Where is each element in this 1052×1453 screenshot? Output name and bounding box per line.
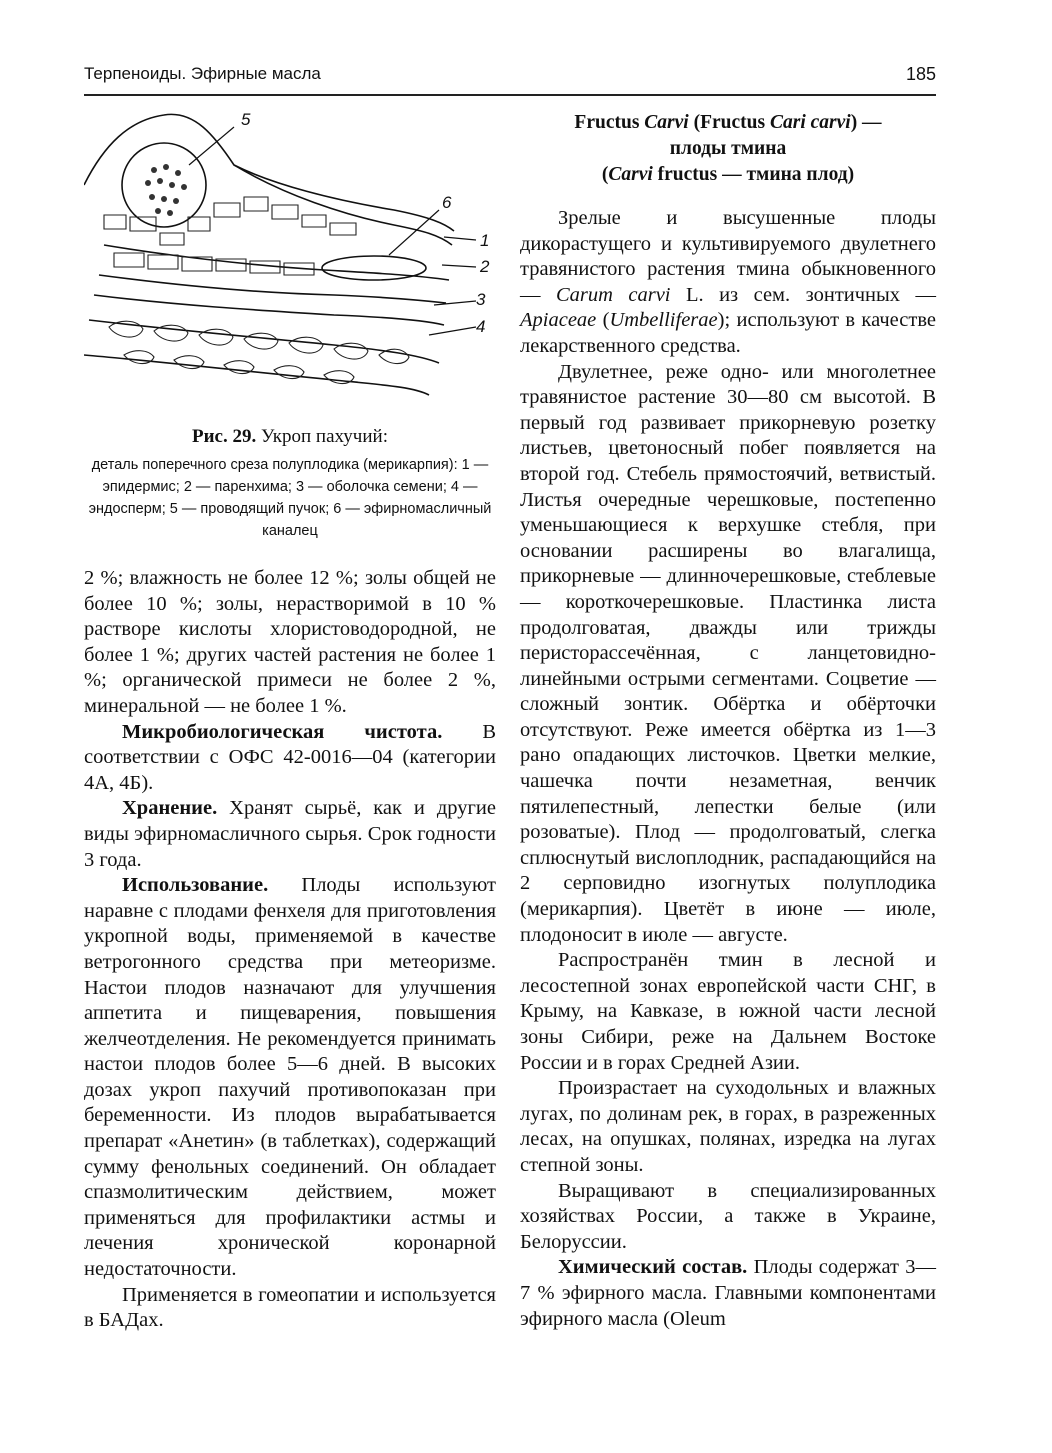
habitat-paragraph: Произрастает на суходольных и влажных лугах, по долинам рек, в горах, в разреженных лесах, на опушках, полянах, изредка на лугах степной зоны. [520, 1077, 936, 1176]
microbiology-heading: Микробиологическая чистота. [122, 720, 443, 743]
storage-paragraph: Хранение. Хранят сырьё, как и другие виды эфирномасличного сырья. Срок годности 3 года. [84, 797, 496, 871]
right-column [520, 110, 936, 1332]
label-5: 5 [241, 110, 251, 129]
label-1: 1 [480, 231, 490, 250]
usage-paragraph: Использование. Плоды используют наравне с плодами фенхеля для приготовления укропной воды, применяемой в качестве ветрогонного средства при метеоризме. Настои плодов назначают для улучшения аппетита и пищеварения, повышения желчеотделения. Не рекомендуется принимать настои плодов более 5—6 дней. В высоких дозах укроп пахучий противопоказан при беременности. Из плодов вырабатывается препарат «Анетин» (в таблетках), содержащий сумму фенольных соединений. Он обладает спазмолитическим действием, может применяться для профилактики астмы и лечения хронической коронарной недостаточности. [84, 874, 496, 1281]
caption-body: деталь поперечного среза полуплодика (мерикарпия): 1 — эпидермис; 2 — паренхима; 3 — оболочка семени; 4 — эндосперм; 5 — проводящий пучок; 6 — эфирномасличный каналец [88, 457, 492, 539]
cross-section-drawing [84, 105, 496, 415]
distribution-paragraph: Распространён тмин в лесной и лесостепной зонах европейской части СНГ, в Крыму, на Кавказе, в южной части лесной зоны Сибири, реже на Дальнем Востоке России и в горах Средней Азии. [520, 949, 936, 1074]
description-paragraph: Двулетнее, реже одно- или многолетнее травянистое растение 30—80 см высотой. В первый год развивает прикорневую розетку листьев, цветоносный побег появляется на второй год. Стебель прямостоячий, ветвистый. Листья очередные черешковые, постепенно уменьшающиеся к верхушке стебля, при основании расширены во влагалища, прикорневые — длинночерешковые, стеблевые — короткочерешковые. Пластинка листа продолговатая, дважды или трижды перисторассечённая, с ланцетовидно-линейными острыми сегментами. Соцветие — сложный зонтик. Обёртка и обёрточки отсутствуют. Реже имеется обёртка из 1—3 рано опадающих листочков. Цветки мелкие, чашечка почти незаметная, венчик пятилепестный, лепестки белые (или розоватые). Плод — продолговатый, слегка сплюснутый вислоплодник, распадающийся на 2 серповидно изогнутых полуплодика (мерикарпия). Цветёт в июне — июле, плодоносит в июле — августе. [520, 360, 936, 946]
storage-heading: Хранение. [122, 797, 218, 820]
title-line-1: Fructus Carvi (Fructus Cari carvi) — [574, 112, 882, 133]
label-6: 6 [442, 193, 452, 212]
running-header [84, 62, 936, 90]
definition-paragraph: Зрелые и высушенные плоды дикорастущего и культивируемого двулетнего травянистого растения тмина обыкновенного — Carum carvi L. из сем. зонтичных — Apiaceae (Umbelliferae); используют в качестве лекарственного средства. [520, 207, 937, 357]
usage-heading: Использование. [122, 874, 269, 897]
title-line-2: плоды тмина [669, 138, 787, 159]
title-line-3: (Carvi fructus — тмина плод) [601, 164, 855, 185]
chemistry-heading: Химический состав. [558, 1256, 748, 1279]
running-title: Терпеноиды. Эфирные масла [84, 64, 321, 83]
homeopathy-paragraph: Применяется в гомеопатии и используется в БАДах. [84, 1283, 496, 1332]
page-number: 185 [905, 64, 936, 84]
section-title-carvi [520, 110, 936, 188]
cultivation-paragraph: Выращивают в специализированных хозяйствах России, а также в Украине, Белоруссии. [520, 1179, 936, 1253]
caption-figure-name: Укроп пахучий: [261, 426, 388, 447]
label-4: 4 [476, 317, 486, 336]
left-column [84, 566, 496, 1334]
figure-dill-cross-section [84, 105, 496, 415]
quality-paragraph: 2 %; влажность не более 12 %; золы общей не более 10 %; золы, нерастворимой в 10 % растворе кислоты хлористоводородной, не более 1 %; других частей растения не более 1 %; органической примеси не более 2 %, минеральной — не более 1 %. [84, 567, 496, 717]
microbiology-paragraph: Микробиологическая чистота. В соответствии с ОФС 42-0016—04 (категории 4А, 4Б). [84, 720, 496, 794]
chemistry-paragraph: Химический состав. Плоды содержат 3—7 % эфирного масла. Главными компонентами эфирного масла (Oleum [520, 1256, 936, 1330]
label-3: 3 [476, 290, 486, 309]
label-2: 2 [480, 257, 490, 276]
figure-caption [84, 424, 496, 542]
caption-figure-number: Рис. 29. [192, 426, 257, 447]
caption-title [84, 424, 496, 450]
header-rule [84, 94, 936, 96]
